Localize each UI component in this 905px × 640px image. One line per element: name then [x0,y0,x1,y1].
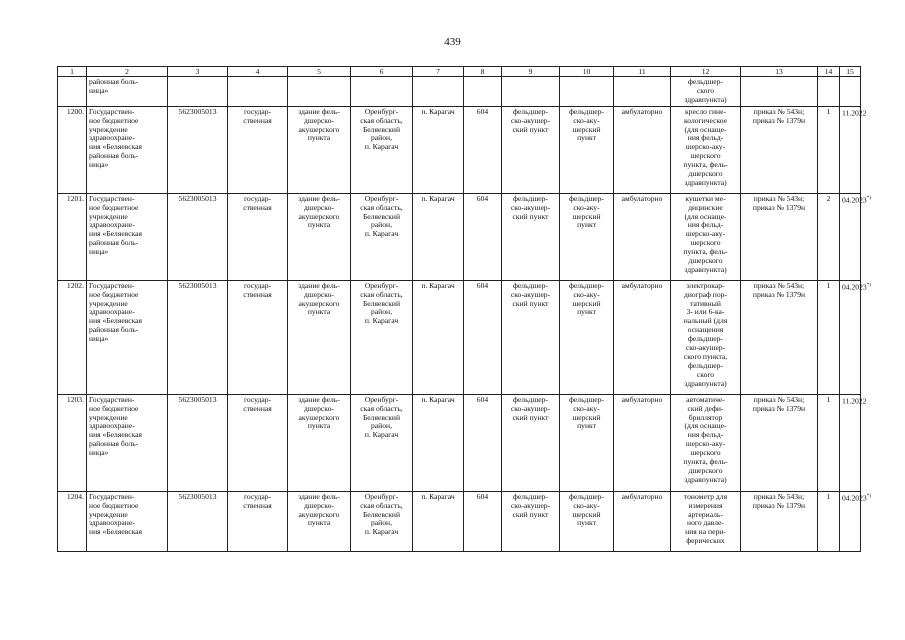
inn-cell: 5623005013 [168,193,228,280]
order-cell: приказ № 543н; приказ № 1379н [741,106,818,193]
column-header: 13 [741,67,818,77]
care-type-cell: амбулаторно [614,280,671,394]
code-cell: 604 [464,394,502,491]
quantity-cell: 1 [818,280,840,394]
row-number: 1201. [58,193,87,280]
quantity-cell: 2 [818,193,840,280]
facility-cell: фельдшер- ско-акушер- ский пункт [502,193,560,280]
continuation-row [58,77,861,107]
ownership-cell: государ- ственная [228,280,288,394]
unit-cell: фельдшер- ско-аку- шерский пункт [560,394,614,491]
equipment-cell: кресло гине- кологическое (для оснаще- ния фельд- шерско-аку- шерского пункта, фель- дшерского здравпункта) [671,106,741,193]
unit-cell: фельдшер- ско-аку- шерский пункт [560,193,614,280]
column-header: 11 [614,67,671,77]
facility-cell: фельдшер- ско-акушер- ский пункт [502,394,560,491]
footnote-mark: *) [866,493,871,499]
org-name-cell: районная боль- ница» [87,77,168,107]
address-cell: Оренбург- ская область, Беляевский район, п. Карагач [351,106,413,193]
row-number: 1204. [58,491,87,551]
table-row [58,394,861,491]
column-header: 3 [168,67,228,77]
column-header: 12 [671,67,741,77]
column-header: 10 [560,67,614,77]
org-name-cell: Государствен- ное бюджетное учреждение здравоохране- ния «Беляевская районная боль- ница» [87,280,168,394]
order-cell: приказ № 543н; приказ № 1379н [741,394,818,491]
date-value: 11.2022 [842,108,867,118]
locality-cell: п. Карагач [413,491,464,551]
unit-cell: фельдшер- ско-аку- шерский пункт [560,106,614,193]
care-type-cell: амбулаторно [614,491,671,551]
equipment-cell: автоматиче- ский дефи- бриллятор (для оснаще- ния фельд- шерско-аку- шерского пункта, фель- дшерского здравпункта) [671,394,741,491]
date-cell [840,394,867,491]
order-cell: приказ № 543н; приказ № 1379н [741,280,818,394]
code-cell: 604 [464,491,502,551]
quantity-cell: 1 [818,491,840,551]
inn-cell: 5623005013 [168,394,228,491]
date-cell [840,280,871,394]
building-cell: здание фель- дшерско- акушерского пункта [288,394,351,491]
equipment-cell: тонометр для измерения артериаль- ного давле- ния на пери- ферических [671,491,741,551]
column-header: 9 [502,67,560,77]
column-header: 8 [464,67,502,77]
row-number: 1202. [58,280,87,394]
unit-cell: фельдшер- ско-аку- шерский пункт [560,280,614,394]
row-number: 1200. [58,106,87,193]
quantity-cell: 1 [818,106,840,193]
date-value: 11.2022 [842,396,867,406]
column-header: 5 [288,67,351,77]
locality-cell: п. Карагач [413,193,464,280]
ownership-cell: государ- ственная [228,394,288,491]
table-row [58,491,861,551]
unit-cell: фельдшер- ско-аку- шерский пункт [560,491,614,551]
org-name-cell: Государствен- ное бюджетное учреждение здравоохране- ния «Беляевская [87,491,168,551]
org-name-cell: Государствен- ное бюджетное учреждение здравоохране- ния «Беляевская районная боль- ница» [87,193,168,280]
address-cell: Оренбург- ская область, Беляевский район, п. Карагач [351,280,413,394]
page-number: 439 [444,36,461,48]
order-cell: приказ № 543н; приказ № 1379н [741,193,818,280]
building-cell: здание фель- дшерско- акушерского пункта [288,491,351,551]
table-row [58,280,861,394]
date-cell [840,193,871,280]
facility-cell: фельдшер- ско-акушер- ский пункт [502,491,560,551]
care-type-cell: амбулаторно [614,394,671,491]
column-header: 7 [413,67,464,77]
header-row [58,67,861,77]
date-cell [840,106,867,193]
equipment-cell: электрокар- диограф пор- тативный 3- или 6-ка- нальный (для оснащения фельдшер- ско-акушер- ского пункта, фельдшер- ского здравпункта) [671,280,741,394]
order-cell: приказ № 543н; приказ № 1379н [741,491,818,551]
locality-cell: п. Карагач [413,106,464,193]
equipment-cell: фельдшер- ского здравпункта) [671,77,741,107]
date-cell [840,491,871,551]
building-cell: здание фель- дшерско- акушерского пункта [288,106,351,193]
ownership-cell: государ- ственная [228,491,288,551]
inn-cell: 5623005013 [168,491,228,551]
building-cell: здание фель- дшерско- акушерского пункта [288,280,351,394]
date-value: 04.2023 [842,493,867,503]
date-value: 04.2023 [842,282,867,292]
column-header: 15 [840,67,861,77]
building-cell: здание фель- дшерско- акушерского пункта [288,193,351,280]
code-cell: 604 [464,193,502,280]
footnote-mark: *) [866,282,871,288]
org-name-cell: Государствен- ное бюджетное учреждение здравоохране- ния «Беляевская районная боль- ница» [87,394,168,491]
column-header: 6 [351,67,413,77]
org-name-cell: Государствен- ное бюджетное учреждение здравоохране- ния «Беляевская районная боль- ница» [87,106,168,193]
facility-cell: фельдшер- ско-акушер- ский пункт [502,106,560,193]
column-header: 14 [818,67,840,77]
ownership-cell: государ- ственная [228,193,288,280]
equipment-cell: кушетки ме- дицинские (для оснаще- ния фельд- шерско-аку- шерского пункта, фель- дшерского здравпункта) [671,193,741,280]
care-type-cell: амбулаторно [614,106,671,193]
care-type-cell: амбулаторно [614,193,671,280]
column-header: 1 [58,67,87,77]
footnote-mark: *) [866,195,871,201]
registry-table [57,66,871,552]
row-number: 1203. [58,394,87,491]
facility-cell: фельдшер- ско-акушер- ский пункт [502,280,560,394]
inn-cell: 5623005013 [168,280,228,394]
column-header: 2 [87,67,168,77]
code-cell: 604 [464,280,502,394]
locality-cell: п. Карагач [413,394,464,491]
column-header: 4 [228,67,288,77]
address-cell: Оренбург- ская область, Беляевский район, п. Карагач [351,193,413,280]
quantity-cell: 1 [818,394,840,491]
address-cell: Оренбург- ская область, Беляевский район, п. Карагач [351,394,413,491]
table-row [58,193,861,280]
inn-cell: 5623005013 [168,106,228,193]
locality-cell: п. Карагач [413,280,464,394]
ownership-cell: государ- ственная [228,106,288,193]
code-cell: 604 [464,106,502,193]
table-row [58,106,861,193]
date-value: 04.2023 [842,195,867,205]
address-cell: Оренбург- ская область, Беляевский район, п. Карагач [351,491,413,551]
